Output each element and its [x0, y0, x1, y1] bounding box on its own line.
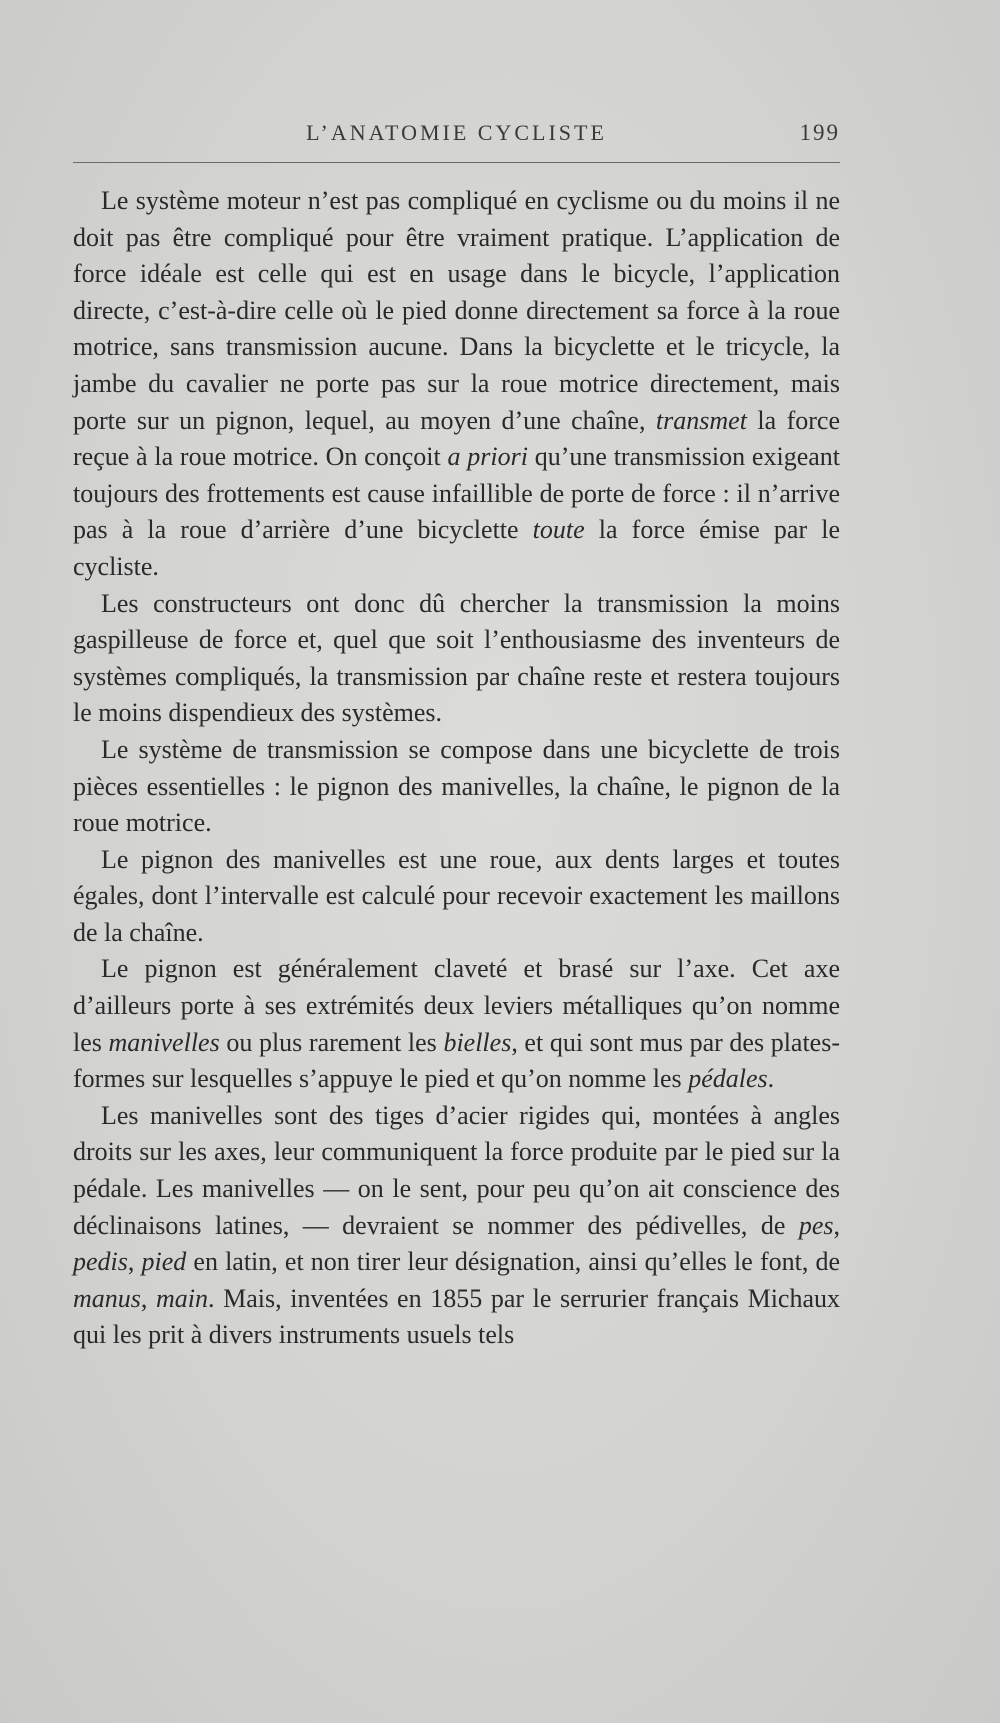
header-rule — [73, 162, 840, 163]
running-head — [73, 120, 840, 160]
italic-term: pedis — [73, 1247, 128, 1277]
italic-term: pied — [141, 1247, 187, 1277]
italic-term: transmet — [655, 405, 747, 435]
italic-term: manivelles — [108, 1027, 220, 1057]
paragraph: Le système moteur n’est pas compliqué en cyclisme ou du moins il ne doit pas être compliqué pour être vraiment pratique. L’application de force idéale est celle qui est en usage dans le bicycle, l’application directe, c’est-à-dire celle où le pied donne directement sa force à la roue motrice, sans transmission aucune. Dans la bicyclette et le tricycle, la jambe du cavalier ne porte pas sur la roue motrice directement, mais porte sur un pignon, lequel, au moyen d’une chaîne, transmet la force reçue à la roue motrice. On conçoit a priori qu’une transmission exigeant toujours des frottements est cause infaillible de porte de force : il n’arrive pas à la roue d’arrière d’une bicyclette toute la force émise par le cycliste. — [73, 186, 840, 581]
italic-term: pes — [798, 1210, 834, 1240]
paragraph: Les manivelles sont des tiges d’acier rigides qui, montées à angles droits sur les axes, leur communiquent la force produite par le pied sur la pédale. Les manivelles — on le sent, pour peu qu’on ait conscience des déclinaisons latines, — devraient se nommer des pédivelles, de pes, pedis, pied en latin, et non tirer leur désignation, ainsi qu’elles le font, de manus, main. Mais, inventées en 1855 par le serrurier français Michaux qui les prit à divers instruments usuels tels — [73, 1100, 841, 1350]
italic-term: main — [156, 1283, 209, 1313]
italic-term: pédales — [688, 1064, 768, 1094]
paragraph: Le pignon des manivelles est une roue, aux dents larges et toutes égales, dont l’intervalle est calculé pour recevoir exactement les maillons de la chaîne. — [73, 844, 840, 947]
paragraph: Les constructeurs ont donc dû chercher la transmission la moins gaspilleuse de force et, quel que soit l’enthousiasme des inventeurs de systèmes compliqués, la transmission par chaîne reste et restera toujours le moins dispendieux des systèmes. — [73, 588, 840, 728]
running-title: L’ANATOMIE CYCLISTE — [306, 120, 607, 145]
italic-term: a priori — [447, 442, 528, 472]
italic-term: manus — [73, 1283, 141, 1313]
paragraph: Le pignon est généralement claveté et brasé sur l’axe. Cet axe d’ailleurs porte à ses extrémités deux leviers métalliques qu’on nomme les manivelles ou plus rarement les bielles, et qui sont mus par des plates-formes sur lesquelles s’appuye le pied et qu’on nomme les pédales. — [73, 954, 841, 1094]
italic-term: toute — [532, 515, 585, 545]
italic-term: bielles — [443, 1027, 512, 1057]
body-text — [73, 183, 840, 1354]
page-number: 199 — [799, 120, 840, 145]
paragraph: Le système de transmission se compose dans une bicyclette de trois pièces essentielles : le pignon des manivelles, la chaîne, le pignon de la roue motrice. — [73, 734, 840, 838]
